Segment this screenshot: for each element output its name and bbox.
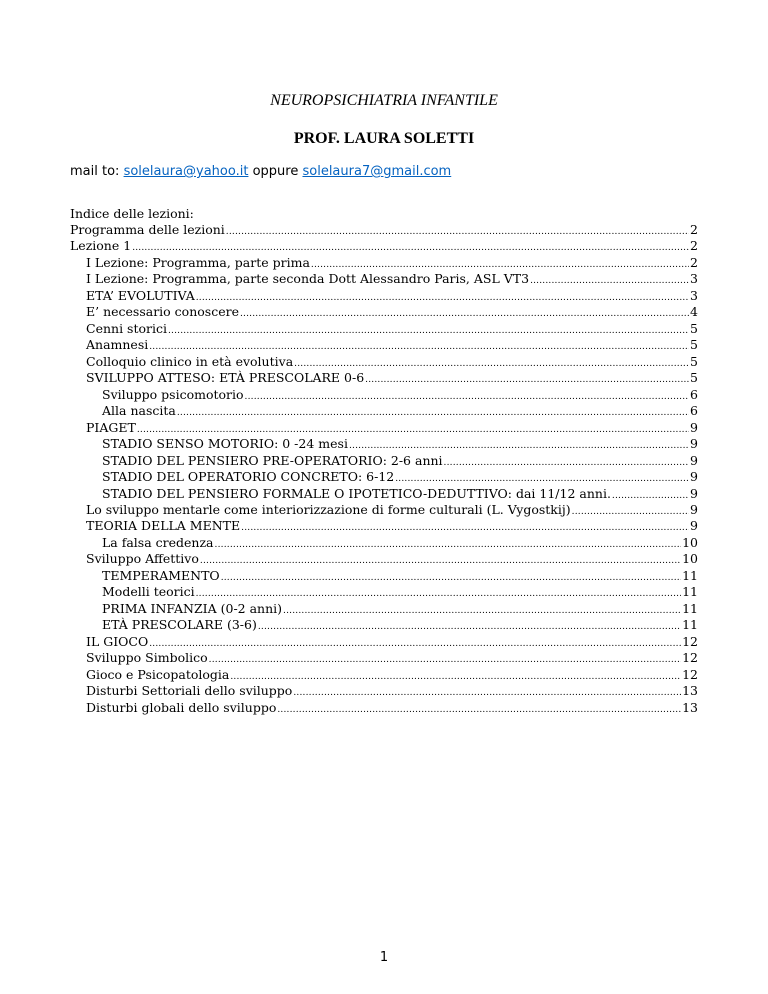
toc-entry-title: Sviluppo psicomotorio bbox=[102, 386, 244, 402]
toc-entry[interactable] bbox=[70, 617, 698, 633]
professor-name: PROF. LAURA SOLETTI bbox=[293, 130, 475, 147]
toc-entry-page: 13 bbox=[682, 683, 698, 699]
toc-entry-page: 6 bbox=[690, 403, 698, 419]
toc-entry-title: STADIO DEL PENSIERO PRE-OPERATORIO: 2-6 anni bbox=[102, 452, 443, 468]
toc-entry-page: 5 bbox=[690, 320, 698, 336]
toc-entry-title: Disturbi Settoriali dello sviluppo bbox=[86, 683, 293, 699]
contact-prefix: mail to: bbox=[70, 164, 124, 179]
toc-entry-page: 12 bbox=[682, 633, 698, 649]
toc-entry-title: I Lezione: Programma, parte prima bbox=[86, 254, 310, 270]
toc-entry-title: Disturbi globali dello sviluppo bbox=[86, 699, 277, 715]
toc-entry[interactable] bbox=[70, 700, 698, 716]
toc-entry[interactable] bbox=[70, 337, 698, 353]
toc-entry-title: TEMPERAMENTO bbox=[102, 567, 220, 583]
toc-dot-leader bbox=[572, 504, 689, 520]
toc-dot-leader bbox=[444, 455, 690, 471]
toc-entry-title: TEORIA DELLA MENTE bbox=[86, 518, 241, 534]
toc-entry[interactable] bbox=[70, 502, 698, 518]
toc-entry-page: 2 bbox=[690, 254, 698, 270]
toc-entry[interactable] bbox=[70, 436, 698, 452]
toc-entry[interactable] bbox=[70, 453, 698, 469]
toc-entry-page: 9 bbox=[690, 485, 698, 501]
toc-entry-page: 11 bbox=[682, 600, 698, 616]
document-title: NEUROPSICHIATRIA INFANTILE bbox=[270, 92, 498, 109]
toc-dot-leader bbox=[241, 520, 689, 536]
toc-dot-leader bbox=[168, 323, 689, 339]
toc-entry-title: Colloquio clinico in età evolutiva bbox=[86, 353, 294, 369]
toc-dot-leader bbox=[365, 372, 689, 388]
toc-entry-page: 2 bbox=[690, 222, 698, 237]
toc-entry-page: 5 bbox=[690, 337, 698, 353]
toc-entry[interactable] bbox=[70, 288, 698, 304]
toc-entry-page: 9 bbox=[690, 518, 698, 534]
toc-entry-title: SVILUPPO ATTESO: ETÀ PRESCOLARE 0-6 bbox=[86, 370, 365, 386]
toc-entry-title: La falsa credenza bbox=[102, 534, 214, 550]
toc-dot-leader bbox=[221, 570, 681, 586]
email-link-yahoo[interactable]: solelaura@yahoo.it bbox=[123, 164, 249, 179]
toc-entry-page: 9 bbox=[690, 452, 698, 468]
toc-entry-page: 5 bbox=[690, 370, 698, 386]
toc-entry-page: 3 bbox=[690, 287, 698, 303]
toc-entry[interactable] bbox=[70, 634, 698, 650]
toc-dot-leader bbox=[226, 224, 689, 240]
toc-entry-title: ETÀ PRESCOLARE (3-6) bbox=[102, 617, 257, 633]
toc-entry[interactable] bbox=[70, 222, 698, 238]
toc-entry-title: I Lezione: Programma, parte seconda Dott Alessandro Paris, ASL VT3 bbox=[86, 271, 530, 287]
toc-entry-title: Lo sviluppo mentarle come interiorizzazione di forme culturali (L. Vygostkij) bbox=[86, 501, 571, 517]
toc-dot-leader bbox=[612, 488, 689, 504]
toc-heading: Indice delle lezioni: bbox=[70, 206, 194, 221]
contact-line bbox=[70, 163, 451, 181]
toc-entry-page: 11 bbox=[682, 584, 698, 600]
toc-dot-leader bbox=[230, 669, 681, 685]
toc-entry-page: 6 bbox=[690, 386, 698, 402]
toc-entry-title: ETA’ EVOLUTIVA bbox=[86, 287, 195, 303]
toc-entry[interactable] bbox=[70, 518, 698, 534]
toc-entry[interactable] bbox=[70, 304, 698, 320]
toc-dot-leader bbox=[196, 290, 689, 306]
toc-entry-page: 2 bbox=[690, 238, 698, 254]
toc-dot-leader bbox=[293, 685, 681, 701]
toc-entry-title: Lezione 1 bbox=[70, 238, 132, 254]
toc-entry-page: 11 bbox=[682, 617, 698, 633]
toc-entry[interactable] bbox=[70, 667, 698, 683]
toc-dot-leader bbox=[200, 553, 681, 569]
toc-dot-leader bbox=[283, 603, 681, 619]
toc-entry[interactable] bbox=[70, 535, 698, 551]
toc-entry-page: 4 bbox=[690, 304, 698, 320]
email-link-gmail[interactable]: solelaura7@gmail.com bbox=[302, 164, 452, 179]
toc-dot-leader bbox=[277, 702, 681, 718]
toc-entry[interactable] bbox=[70, 238, 698, 254]
toc-entry[interactable] bbox=[70, 601, 698, 617]
toc-entry-title: Gioco e Psicopatologia bbox=[86, 666, 230, 682]
toc-entry-page: 9 bbox=[690, 436, 698, 452]
toc-entry-page: 3 bbox=[690, 271, 698, 287]
toc-entry-page: 10 bbox=[682, 551, 698, 567]
toc-entry-title: Anamnesi bbox=[86, 337, 149, 353]
toc-entry-page: 9 bbox=[690, 469, 698, 485]
toc-entry-page: 10 bbox=[682, 534, 698, 550]
toc-entry[interactable] bbox=[70, 683, 698, 699]
toc-dot-leader bbox=[258, 619, 681, 635]
toc-entry-title: Cenni storici bbox=[86, 320, 167, 336]
toc-entry-page: 9 bbox=[690, 501, 698, 517]
toc-entry-title: PRIMA INFANZIA (0-2 anni) bbox=[102, 600, 283, 616]
toc-entry-page: 12 bbox=[682, 650, 698, 666]
toc-entry-title: IL GIOCO bbox=[86, 633, 149, 649]
toc-dot-leader bbox=[209, 652, 681, 668]
toc-dot-leader bbox=[240, 306, 689, 322]
toc-entry-page: 5 bbox=[690, 353, 698, 369]
table-of-contents bbox=[70, 206, 698, 716]
toc-entry-page: 9 bbox=[690, 419, 698, 435]
toc-entry[interactable] bbox=[70, 584, 698, 600]
toc-entry-title: PIAGET bbox=[86, 419, 136, 435]
toc-entry-title: Programma delle lezioni bbox=[70, 222, 225, 237]
toc-entry-title: E’ necessario conoscere bbox=[86, 304, 239, 320]
toc-entry[interactable] bbox=[70, 420, 698, 436]
toc-entry-title: STADIO DEL PENSIERO FORMALE O IPOTETICO-DEDUTTIVO: dai 11/12 anni. bbox=[102, 485, 611, 501]
toc-dot-leader bbox=[149, 636, 681, 652]
toc-entry-page: 11 bbox=[682, 567, 698, 583]
toc-entry-title: Sviluppo Affettivo bbox=[86, 551, 199, 567]
contact-separator: oppure bbox=[248, 164, 303, 179]
toc-entry[interactable] bbox=[70, 370, 698, 386]
toc-entry[interactable] bbox=[70, 403, 698, 419]
toc-dot-leader bbox=[177, 405, 689, 421]
toc-entry[interactable] bbox=[70, 568, 698, 584]
toc-entry-title: STADIO DEL OPERATORIO CONCRETO: 6-12 bbox=[102, 469, 395, 485]
toc-entry[interactable] bbox=[70, 486, 698, 502]
toc-entry[interactable] bbox=[70, 255, 698, 271]
toc-dot-leader bbox=[215, 537, 682, 553]
toc-entry-title: STADIO SENSO MOTORIO: 0 -24 mesi bbox=[102, 436, 348, 452]
toc-entry[interactable] bbox=[70, 469, 698, 485]
toc-entry[interactable] bbox=[70, 551, 698, 567]
toc-entry[interactable] bbox=[70, 650, 698, 666]
toc-dot-leader bbox=[245, 389, 690, 405]
page-number: 1 bbox=[379, 950, 389, 965]
toc-list bbox=[70, 222, 698, 716]
toc-entry-title: Modelli teorici bbox=[102, 584, 195, 600]
toc-entry-title: Alla nascita bbox=[102, 403, 176, 419]
toc-dot-leader bbox=[530, 273, 689, 289]
toc-entry-page: 12 bbox=[682, 666, 698, 682]
toc-entry[interactable] bbox=[70, 354, 698, 370]
toc-entry[interactable] bbox=[70, 271, 698, 287]
toc-entry-title: Sviluppo Simbolico bbox=[86, 650, 208, 666]
toc-entry[interactable] bbox=[70, 387, 698, 403]
toc-entry-page: 13 bbox=[682, 699, 698, 715]
toc-entry[interactable] bbox=[70, 321, 698, 337]
